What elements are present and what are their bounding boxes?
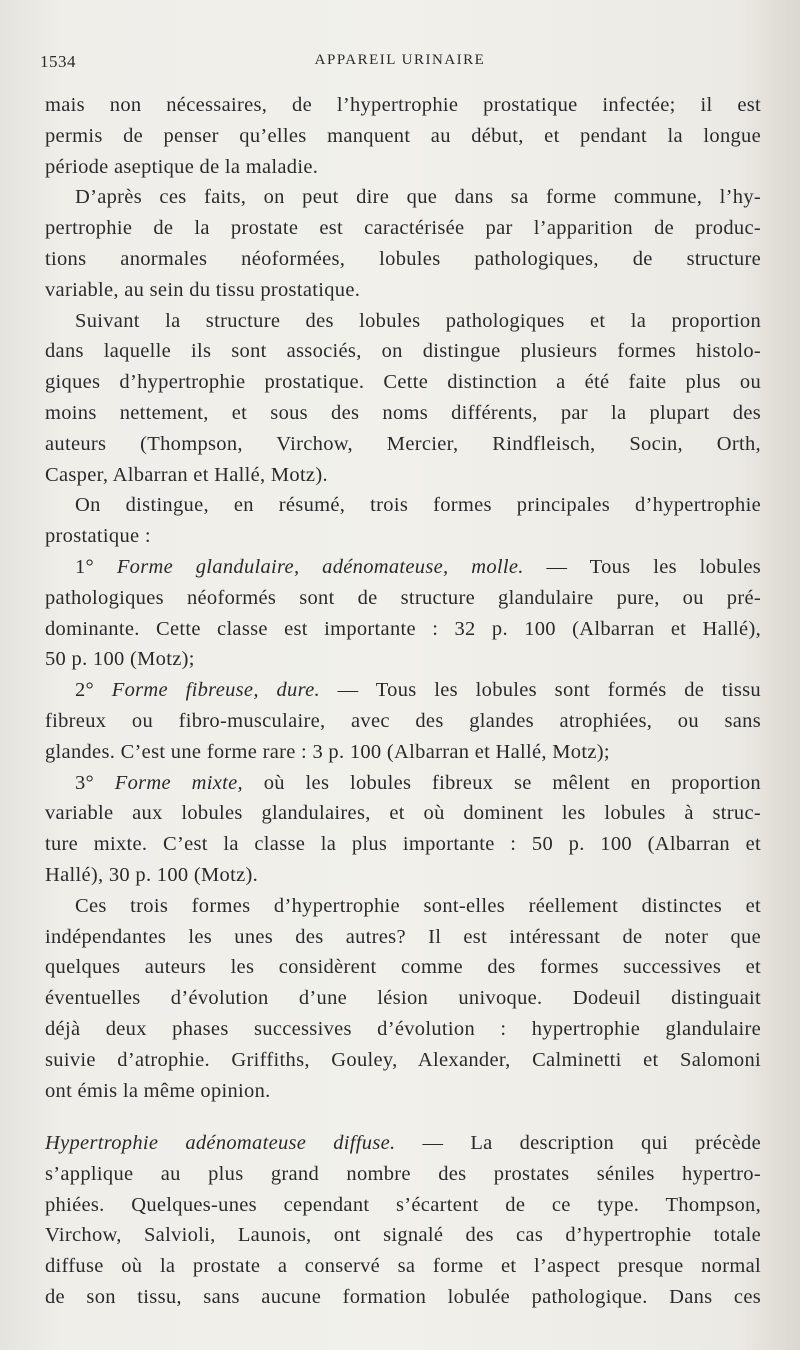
text-line: variable aux lobules glandulaires, et où dominent les lobules à struc- bbox=[45, 802, 761, 825]
page-header bbox=[0, 52, 800, 76]
line-text: — Tous les lobules bbox=[523, 555, 761, 578]
text-line: dans laquelle ils sont associés, on distingue plusieurs formes histolo- bbox=[45, 340, 761, 363]
main-text-block bbox=[45, 90, 761, 1106]
text-line: quelques auteurs les considèrent comme des formes successives et bbox=[45, 956, 761, 979]
italic-heading: Forme mixte, bbox=[114, 771, 243, 794]
line-text: où les lobules fibreux se mêlent en proportion bbox=[242, 771, 761, 794]
text-line: déjà deux phases successives d’évolution : hypertrophie glandulaire bbox=[45, 1017, 761, 1040]
text-line: auteurs (Thompson, Virchow, Mercier, Rindfleisch, Socin, Orth, bbox=[45, 432, 761, 455]
italic-heading: Forme glandulaire, adénomateuse, molle. bbox=[116, 555, 524, 578]
item-number: 3° bbox=[75, 771, 115, 794]
text-line: Virchow, Salvioli, Launois, ont signalé des cas d’hypertrophie totale bbox=[45, 1224, 761, 1247]
line-text: — Tous les lobules sont formés de tissu bbox=[319, 679, 761, 702]
text-line: ont émis la même opinion. bbox=[45, 1079, 271, 1102]
text-line: Casper, Albarran et Hallé, Motz). bbox=[45, 463, 328, 486]
text-line: Ces trois formes d’hypertrophie sont-elles réellement distinctes et bbox=[75, 894, 761, 917]
text-line: glandes. C’est une forme rare : 3 p. 100 (Albarran et Hallé, Motz); bbox=[45, 740, 610, 763]
text-line bbox=[45, 552, 761, 583]
text-line: On distingue, en résumé, trois formes principales d’hypertrophie bbox=[75, 494, 761, 517]
item-number: 1° bbox=[75, 555, 117, 578]
text-line: s’applique au plus grand nombre des prostates séniles hypertro- bbox=[45, 1162, 761, 1185]
text-line: diffuse où la prostate a conservé sa forme et l’aspect presque normal bbox=[45, 1255, 761, 1278]
page-number: 1534 bbox=[40, 52, 76, 71]
text-line bbox=[45, 675, 761, 706]
text-line: éventuelles d’évolution d’une lésion univoque. Dodeuil distinguait bbox=[45, 987, 761, 1010]
text-line: pathologiques néoformés sont de structure glandulaire pure, ou pré- bbox=[45, 586, 761, 609]
text-line: ture mixte. C’est la classe la plus importante : 50 p. 100 (Albarran et bbox=[45, 833, 761, 856]
text-line: pertrophie de la prostate est caractérisée par l’apparition de produc- bbox=[45, 217, 761, 240]
text-line: prostatique : bbox=[45, 525, 151, 548]
text-line: phiées. Quelques-unes cependant s’écartent de ce type. Thompson, bbox=[45, 1193, 761, 1216]
text-line: 50 p. 100 (Motz); bbox=[45, 648, 195, 671]
text-line: moins nettement, et sous des noms différents, par la plupart des bbox=[45, 401, 761, 424]
text-line: tions anormales néoformées, lobules pathologiques, de structure bbox=[45, 247, 761, 270]
text-line: Suivant la structure des lobules pathologiques et la proportion bbox=[75, 309, 761, 332]
text-line: période aseptique de la maladie. bbox=[45, 155, 319, 178]
section-text-block bbox=[45, 1128, 761, 1313]
text-line: permis de penser qu’elles manquent au début, et pendant la longue bbox=[45, 124, 761, 147]
text-line: Hallé), 30 p. 100 (Motz). bbox=[45, 863, 259, 886]
text-line: variable, au sein du tissu prostatique. bbox=[45, 278, 361, 301]
item-number: 2° bbox=[75, 679, 112, 702]
text-line: mais non nécessaires, de l’hypertrophie prostatique infectée; il est bbox=[45, 94, 761, 116]
text-line: suivie d’atrophie. Griffiths, Gouley, Alexander, Calminetti et Salomoni bbox=[45, 1048, 761, 1071]
line-text: — La description qui précède bbox=[395, 1132, 762, 1154]
text-line: giques d’hypertrophie prostatique. Cette distinction a été faite plus ou bbox=[45, 371, 761, 394]
text-line: dominante. Cette classe est importante : 32 p. 100 (Albarran et Hallé), bbox=[45, 617, 761, 640]
text-line bbox=[45, 1128, 761, 1159]
text-line bbox=[45, 768, 761, 799]
text-line: indépendantes les unes des autres? Il est intéressant de noter que bbox=[45, 925, 761, 948]
running-title: APPAREIL URINAIRE bbox=[314, 52, 486, 68]
italic-heading: Hypertrophie adénomateuse diffuse. bbox=[45, 1132, 396, 1154]
text-line: D’après ces faits, on peut dire que dans sa forme commune, l’hy- bbox=[75, 186, 761, 209]
text-line: fibreux ou fibro-musculaire, avec des glandes atrophiées, ou sans bbox=[45, 709, 761, 732]
text-line: de son tissu, sans aucune formation lobulée pathologique. Dans ces bbox=[45, 1285, 761, 1308]
italic-heading: Forme fibreuse, dure. bbox=[111, 679, 320, 702]
